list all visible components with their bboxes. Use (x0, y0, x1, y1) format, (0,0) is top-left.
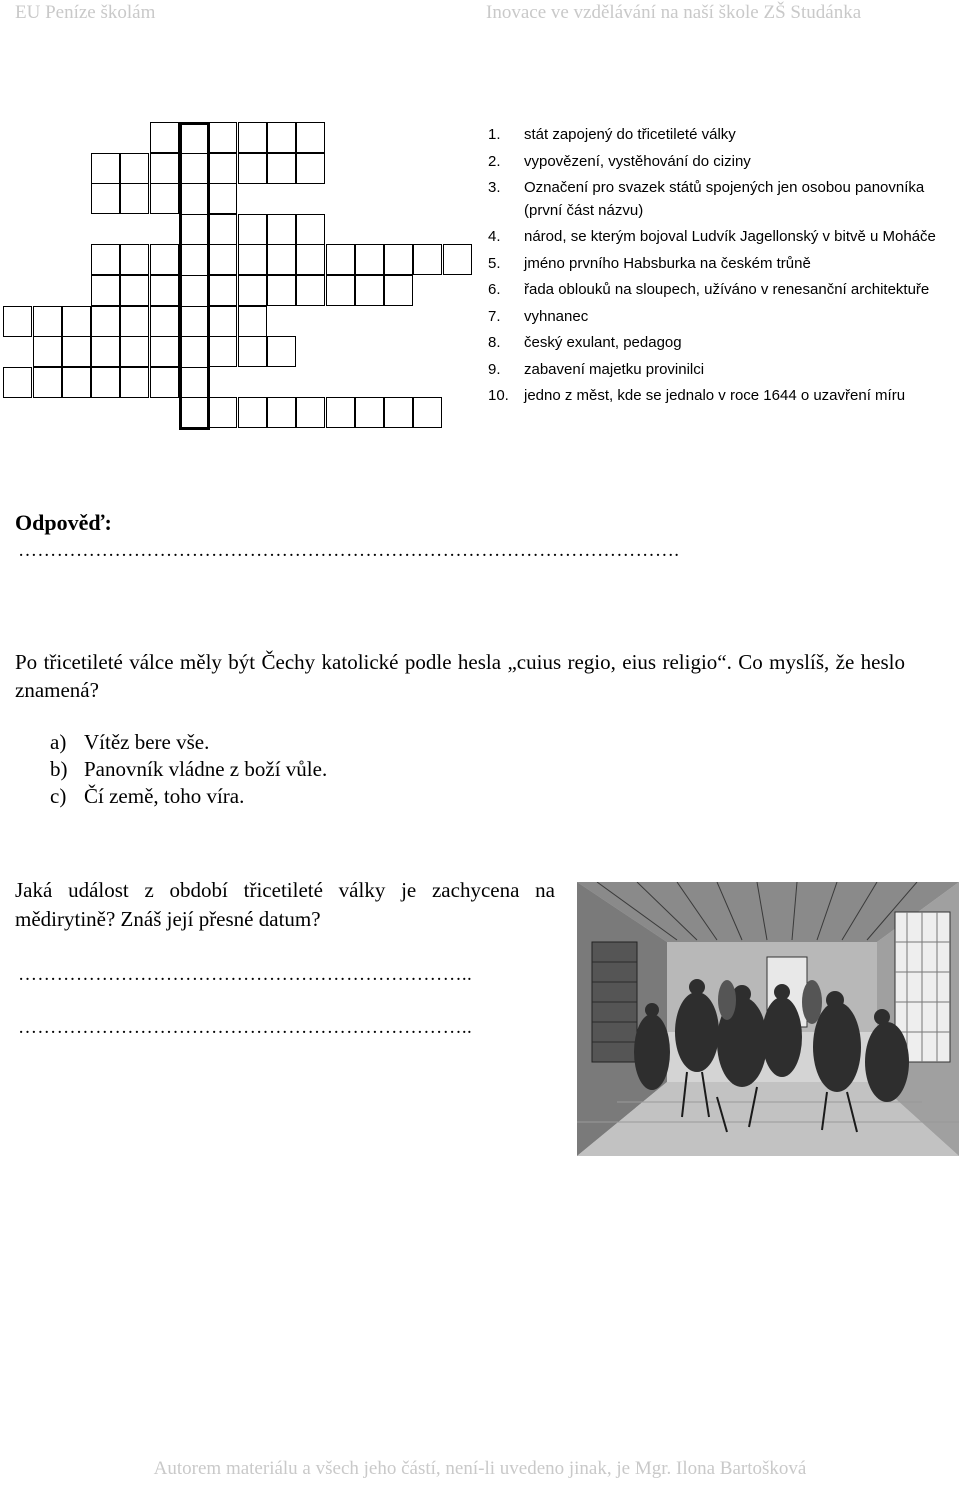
crossword-cell (91, 275, 120, 306)
crossword-cell (120, 244, 149, 275)
crossword-cell (443, 244, 472, 275)
crossword-cell (62, 336, 91, 367)
crossword-cell (208, 122, 237, 153)
crossword-cell (150, 306, 179, 337)
crossword-cell (150, 275, 179, 306)
crossword-cell (384, 275, 413, 306)
crossword-cell (33, 306, 62, 337)
footer-author: Autorem materiálu a všech jeho částí, není-li uvedeno jinak, je Mgr. Ilona Bartošková (153, 1458, 807, 1479)
crossword-solution-divider (182, 275, 207, 276)
crossword-cell (267, 153, 296, 184)
crossword-cell (296, 275, 325, 306)
clue-item: 1. stát zapojený do třicetileté války (488, 126, 736, 143)
crossword-cell (120, 336, 149, 367)
crossword-solution-column (179, 122, 210, 430)
crossword-cell (267, 244, 296, 275)
crossword-cell (238, 122, 267, 153)
header-project-title: Inovace ve vzdělávání na naší škole ZŠ Studánka (486, 2, 862, 23)
question-motto: Po třicetileté válce měly být Čechy katolické podle hesla „cuius regio, eius religio“. Co myslíš, že heslo znamená? (15, 650, 905, 702)
crossword-solution-divider (182, 336, 207, 337)
crossword-cell (267, 122, 296, 153)
crossword-cell (62, 306, 91, 337)
crossword-cell (91, 336, 120, 367)
option-c: c) Čí země, toho víra. (50, 784, 245, 808)
crossword-cell (326, 244, 355, 275)
crossword-cell (208, 153, 237, 184)
crossword-cell (208, 397, 237, 428)
crossword-cell (91, 244, 120, 275)
crossword-cell (267, 336, 296, 367)
crossword-cell (150, 153, 179, 184)
crossword-cell (238, 306, 267, 337)
crossword-cell (150, 336, 179, 367)
clue-item: 2. vypovězení, vystěhování do ciziny (488, 152, 751, 170)
crossword-solution-divider (182, 153, 207, 154)
crossword-cell (238, 275, 267, 306)
answer-line-2: …………………………………………………………….. (18, 1017, 472, 1038)
crossword-cell (120, 367, 149, 398)
crossword-cell (150, 367, 179, 398)
option-b: b) Panovník vládne z boží vůle. (50, 757, 328, 781)
clue-item: 10. jedno z měst, kde se jednalo v roce 1644 o uzavření míru (488, 387, 906, 404)
crossword-cell (91, 153, 120, 184)
crossword-cell (413, 397, 442, 428)
crossword-cell (326, 397, 355, 428)
crossword-solution-divider (182, 367, 207, 368)
clue-item: 8. český exulant, pedagog (488, 334, 682, 351)
crossword-cell (120, 275, 149, 306)
header-school-program: EU Peníze školám (15, 2, 156, 23)
crossword-cell (91, 183, 120, 214)
crossword-cell (208, 275, 237, 306)
crossword-cell (208, 214, 237, 245)
answer-line-1: …………………………………………………………….. (18, 964, 472, 985)
crossword-cell (150, 183, 179, 214)
crossword-cell (238, 336, 267, 367)
crossword-cell (326, 275, 355, 306)
crossword-cell (267, 214, 296, 245)
crossword-cell (91, 306, 120, 337)
question-engraving: Jaká událost z období třicetileté války je zachycena na mědirytině? Znáš její přesné datum? (15, 878, 555, 931)
crossword-cell (120, 183, 149, 214)
crossword-cell (296, 397, 325, 428)
crossword-cell (208, 306, 237, 337)
crossword-cell (150, 244, 179, 275)
crossword-cell (384, 244, 413, 275)
crossword-cell (296, 122, 325, 153)
crossword-cell (238, 153, 267, 184)
crossword-cell (120, 306, 149, 337)
clue-item: 7. vyhnanec (488, 307, 589, 325)
crossword-grid (0, 0, 470, 440)
crossword-cell (355, 397, 384, 428)
answer-heading: Odpověď: (15, 510, 112, 535)
crossword-solution-divider (182, 244, 207, 245)
crossword-cell (62, 367, 91, 398)
crossword-solution-divider (182, 397, 207, 398)
clue-item: 9. zabavení majetku provinilci (488, 360, 705, 378)
crossword-cell (33, 336, 62, 367)
clue-item: 4. národ, se kterým bojoval Ludvík Jagellonský v bitvě u Moháče (488, 228, 936, 245)
crossword-cell (296, 244, 325, 275)
crossword-cell (208, 183, 237, 214)
crossword-cell (355, 275, 384, 306)
crossword-cell (267, 275, 296, 306)
crossword-cell (238, 397, 267, 428)
engraving-image (577, 882, 959, 1156)
clue-item: 3. Označení pro svazek států spojených jen osobou panovníka (první část názvu) (488, 179, 925, 219)
crossword-cell (238, 244, 267, 275)
crossword-cell (355, 244, 384, 275)
crossword-clues (488, 124, 958, 412)
crossword-cell (413, 244, 442, 275)
crossword-cell (33, 367, 62, 398)
crossword-cell (3, 367, 32, 398)
crossword-solution-divider (182, 183, 207, 184)
crossword-cell (208, 336, 237, 367)
crossword-cell (238, 214, 267, 245)
crossword-solution-divider (182, 306, 207, 307)
crossword-cell (296, 153, 325, 184)
crossword-cell (3, 306, 32, 337)
crossword-cell (120, 153, 149, 184)
crossword-cell (384, 397, 413, 428)
crossword-cell (91, 367, 120, 398)
crossword-solution-divider (182, 214, 207, 215)
crossword-cell (208, 244, 237, 275)
clue-item: 5. jméno prvního Habsburka na českém trůně (488, 254, 811, 272)
crossword-cell (267, 397, 296, 428)
answer-line: …………………………………………………………………………………………. (18, 540, 680, 561)
crossword-cell (150, 122, 179, 153)
crossword-cell (296, 214, 325, 245)
option-a: a) Vítěz bere vše. (50, 730, 210, 754)
clue-item: 6. řada oblouků na sloupech, užíváno v renesanční architektuře (488, 281, 930, 298)
